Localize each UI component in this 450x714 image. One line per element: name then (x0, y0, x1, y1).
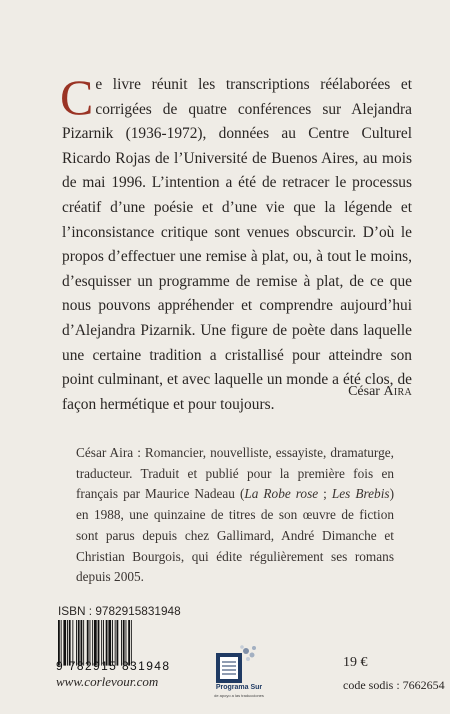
isbn-label: ISBN : 9782915831948 (58, 604, 181, 618)
logo-tagline: de apoyo a las traducciones (214, 693, 264, 698)
drop-cap: C (60, 69, 94, 125)
author-signature (348, 384, 412, 400)
bio-title2: Les Brebis (331, 486, 390, 502)
blurb-text: e livre réunit les transcriptions réélaborées et corrigées de quatre conférences sur Alejandra Pizarnik (1936-1972), données au Centre Culturel Ricardo Rojas de l’Université de Buenos Aires, au mois de mai 1996. L’intention a été de retracer le processus créatif d’une poésie et d’une vie que la légende et l’inconsistance critique sont venues obscurcir. D’où le propos d’effectuer une remise à plat, ou, à tout le moins, d’esquisser un programme de remise à plat, de ce que nous pouvons appréhender et comprendre aujourd’hui d’Alejandra Pizarnik. Une figure de poète dans laquelle une certaine tradition a cristallisé pour atteindre son point culminant, et avec laquelle un monde a été clos, de façon hermétique et pour toujours. (62, 76, 412, 413)
blurb-paragraph (60, 69, 412, 417)
bio-part2: ) en 1988, une quinzaine de titres de son œuvre de fiction sont parus depuis chez Gallimard, André Dimanche et Christian Bourgois, qui édite régulièrement ses romans depuis 2005. (76, 486, 395, 585)
signature-last-name: Aira (383, 384, 412, 399)
signature-first-name: César (348, 384, 380, 399)
bio-separator: ; (318, 486, 332, 502)
bio-title1: La Robe rose (244, 486, 319, 502)
programa-sur-logo-icon (212, 643, 260, 689)
publisher-url: www.corlevour.com (56, 674, 159, 689)
logo-name: Programa Sur (215, 684, 263, 691)
sodis-code: code sodis : 7662654 (343, 678, 445, 692)
barcode-digits: 9 782915 831948 (56, 659, 171, 673)
author-bio (76, 443, 394, 588)
bio-part1: César Aira : Romancier, nouvelliste, essayiste, dramaturge, traducteur. Traduit et publié pour la première fois en français par Maurice Nadeau ( (76, 445, 394, 502)
price: 19 € (343, 655, 368, 670)
